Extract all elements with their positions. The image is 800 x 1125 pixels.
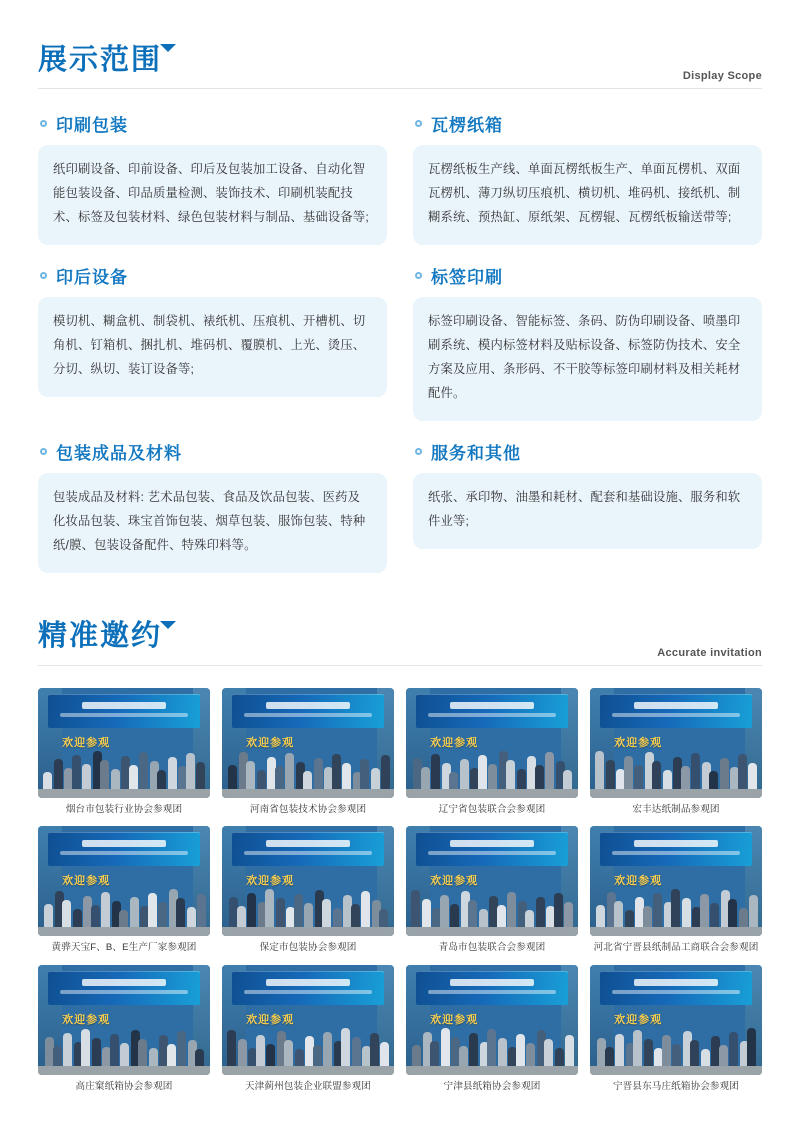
scope-item-title-row xyxy=(40,111,387,136)
photo-welcome-text: 欢迎参观 xyxy=(614,875,663,888)
scope-item xyxy=(413,263,762,421)
photo-welcome-text: 欢迎参观 xyxy=(430,736,479,749)
photo-banner xyxy=(48,832,199,866)
photo-floor xyxy=(38,789,210,798)
scope-item-title-row xyxy=(40,263,387,288)
photo-welcome-text: 欢迎参观 xyxy=(430,1013,479,1026)
photo-welcome-text: 欢迎参观 xyxy=(246,1013,295,1026)
photo-banner xyxy=(232,832,383,866)
photo-banner xyxy=(48,971,199,1005)
photo-card xyxy=(38,688,210,816)
scope-grid xyxy=(38,111,762,587)
photo-welcome-text: 欢迎参观 xyxy=(62,736,111,749)
photo-welcome-text: 欢迎参观 xyxy=(62,875,111,888)
photo-floor xyxy=(38,927,210,936)
invitation-photo xyxy=(222,688,394,798)
scope-item-body: 纸张、承印物、油墨和耗材、配套和基础设施、服务和软件业等; xyxy=(413,473,762,549)
scope-item xyxy=(38,263,387,421)
photo-welcome-text: 欢迎参观 xyxy=(614,1013,663,1026)
scope-item-title: 标签印刷 xyxy=(431,267,503,287)
photo-floor xyxy=(222,927,394,936)
photo-welcome-text: 欢迎参观 xyxy=(614,736,663,749)
scope-item-body: 标签印刷设备、智能标签、条码、防伪印刷设备、喷墨印刷系统、模内标签材料及贴标设备、标签防伪技术、安全方案及应用、条形码、不干胶等标签印刷材料及相关耗材配件。 xyxy=(413,297,762,421)
scope-item-body: 模切机、糊盒机、制袋机、裱纸机、压痕机、开槽机、切角机、钉箱机、捆扎机、堆码机、覆膜机、上光、烫压、分切、纵切、装订设备等; xyxy=(38,297,387,397)
invitation-photo xyxy=(406,688,578,798)
photo-floor xyxy=(222,1066,394,1075)
photo-welcome-text: 欢迎参观 xyxy=(430,875,479,888)
scope-item-title-row xyxy=(40,439,387,464)
photo-card xyxy=(406,688,578,816)
scope-item xyxy=(38,111,387,245)
photo-card xyxy=(222,688,394,816)
bullet-icon xyxy=(415,448,422,455)
photo-floor xyxy=(406,1066,578,1075)
photo-banner xyxy=(600,694,751,728)
photo-caption: 高庄窠纸箱协会参观团 xyxy=(75,1080,173,1092)
photo-card xyxy=(406,965,578,1093)
invitation-gallery xyxy=(38,688,762,1093)
photo-welcome-text: 欢迎参观 xyxy=(246,875,295,888)
scope-item xyxy=(413,439,762,573)
photo-card xyxy=(222,965,394,1093)
triangle-marker-icon xyxy=(160,621,176,629)
photo-floor xyxy=(222,789,394,798)
scope-item-title-row xyxy=(415,111,762,136)
page-root xyxy=(0,40,800,1125)
scope-item-body: 纸印刷设备、印前设备、印后及包装加工设备、自动化智能包装设备、印品质量检测、装饰技术、印刷机装配技术、标签及包装材料、绿色包装材料与制品、基础设备等; xyxy=(38,145,387,245)
photo-floor xyxy=(406,789,578,798)
photo-card xyxy=(222,826,394,954)
invitation-photo xyxy=(590,965,762,1075)
photo-card xyxy=(590,688,762,816)
section-divider xyxy=(38,88,762,89)
scope-item-body: 包装成品及材料: 艺术品包装、食品及饮品包装、医药及化妆品包装、珠宝首饰包装、烟草包装、服饰包装、特种纸/膜、包装设备配件、特殊印料等。 xyxy=(38,473,387,573)
photo-floor xyxy=(590,789,762,798)
scope-item-title: 印后设备 xyxy=(56,267,128,287)
display-scope-header xyxy=(38,40,762,84)
invitation-photo xyxy=(38,965,210,1075)
scope-item-body: 瓦楞纸板生产线、单面瓦楞纸板生产、单面瓦楞机、双面瓦楞机、薄刀纵切压痕机、横切机、堆码机、接纸机、制糊系统、预热缸、原纸架、瓦楞辊、瓦楞纸板输送带等; xyxy=(413,145,762,245)
photo-caption: 保定市包装协会参观团 xyxy=(259,942,357,954)
photo-caption: 河北省宁晋县纸制品工商联合会参观团 xyxy=(593,942,759,954)
photo-banner xyxy=(232,971,383,1005)
photo-floor xyxy=(406,927,578,936)
photo-caption: 青岛市包装联合会参观团 xyxy=(438,942,546,954)
photo-caption: 烟台市包装行业协会参观团 xyxy=(65,803,183,815)
bullet-icon xyxy=(415,272,422,279)
photo-banner xyxy=(232,694,383,728)
invitation-photo xyxy=(38,826,210,936)
photo-card xyxy=(590,965,762,1093)
section-divider xyxy=(38,665,762,666)
photo-caption: 河南省包装技术协会参观团 xyxy=(249,803,367,815)
scope-item-title-row xyxy=(415,263,762,288)
photo-caption: 宏丰达纸制品参观团 xyxy=(632,803,720,815)
invitation-photo xyxy=(222,965,394,1075)
invitation-photo xyxy=(590,688,762,798)
section-title-cn: 精准邀约 xyxy=(38,620,163,653)
bullet-icon xyxy=(40,120,47,127)
accurate-invitation-header xyxy=(38,617,762,661)
section-title-en: Accurate invitation xyxy=(657,646,762,659)
photo-card xyxy=(406,826,578,954)
scope-item-title: 包装成品及材料 xyxy=(56,443,182,463)
photo-caption: 天津蓟州包装企业联盟参观团 xyxy=(244,1080,372,1092)
photo-floor xyxy=(590,927,762,936)
invitation-photo xyxy=(222,826,394,936)
scope-item xyxy=(413,111,762,245)
photo-banner xyxy=(416,971,567,1005)
photo-card xyxy=(590,826,762,954)
photo-welcome-text: 欢迎参观 xyxy=(62,1013,111,1026)
invitation-photo xyxy=(406,965,578,1075)
triangle-marker-icon xyxy=(160,44,176,52)
photo-card xyxy=(38,965,210,1093)
bullet-icon xyxy=(40,272,47,279)
photo-welcome-text: 欢迎参观 xyxy=(246,736,295,749)
photo-banner xyxy=(48,694,199,728)
photo-floor xyxy=(590,1066,762,1075)
photo-banner xyxy=(600,971,751,1005)
scope-item-title-row xyxy=(415,439,762,464)
invitation-photo xyxy=(38,688,210,798)
photo-banner xyxy=(600,832,751,866)
photo-caption: 黄骅天宝F、B、E生产厂家参观团 xyxy=(51,942,197,954)
section-title-en: Display Scope xyxy=(682,70,762,82)
bullet-icon xyxy=(40,448,47,455)
scope-item-title: 服务和其他 xyxy=(431,443,521,463)
photo-caption: 宁晋县东马庄纸箱协会参观团 xyxy=(612,1080,740,1092)
bullet-icon xyxy=(415,120,422,127)
photo-caption: 辽宁省包装联合会参观团 xyxy=(438,803,546,815)
invitation-photo xyxy=(406,826,578,936)
section-title-cn: 展示范围 xyxy=(38,43,163,76)
photo-floor xyxy=(38,1066,210,1075)
scope-item-title: 瓦楞纸箱 xyxy=(431,116,503,135)
scope-item xyxy=(38,439,387,573)
invitation-photo xyxy=(590,826,762,936)
scope-item-title: 印刷包装 xyxy=(56,116,128,135)
photo-banner xyxy=(416,832,567,866)
photo-card xyxy=(38,826,210,954)
photo-banner xyxy=(416,694,567,728)
photo-caption: 宁津县纸箱协会参观团 xyxy=(443,1080,541,1092)
